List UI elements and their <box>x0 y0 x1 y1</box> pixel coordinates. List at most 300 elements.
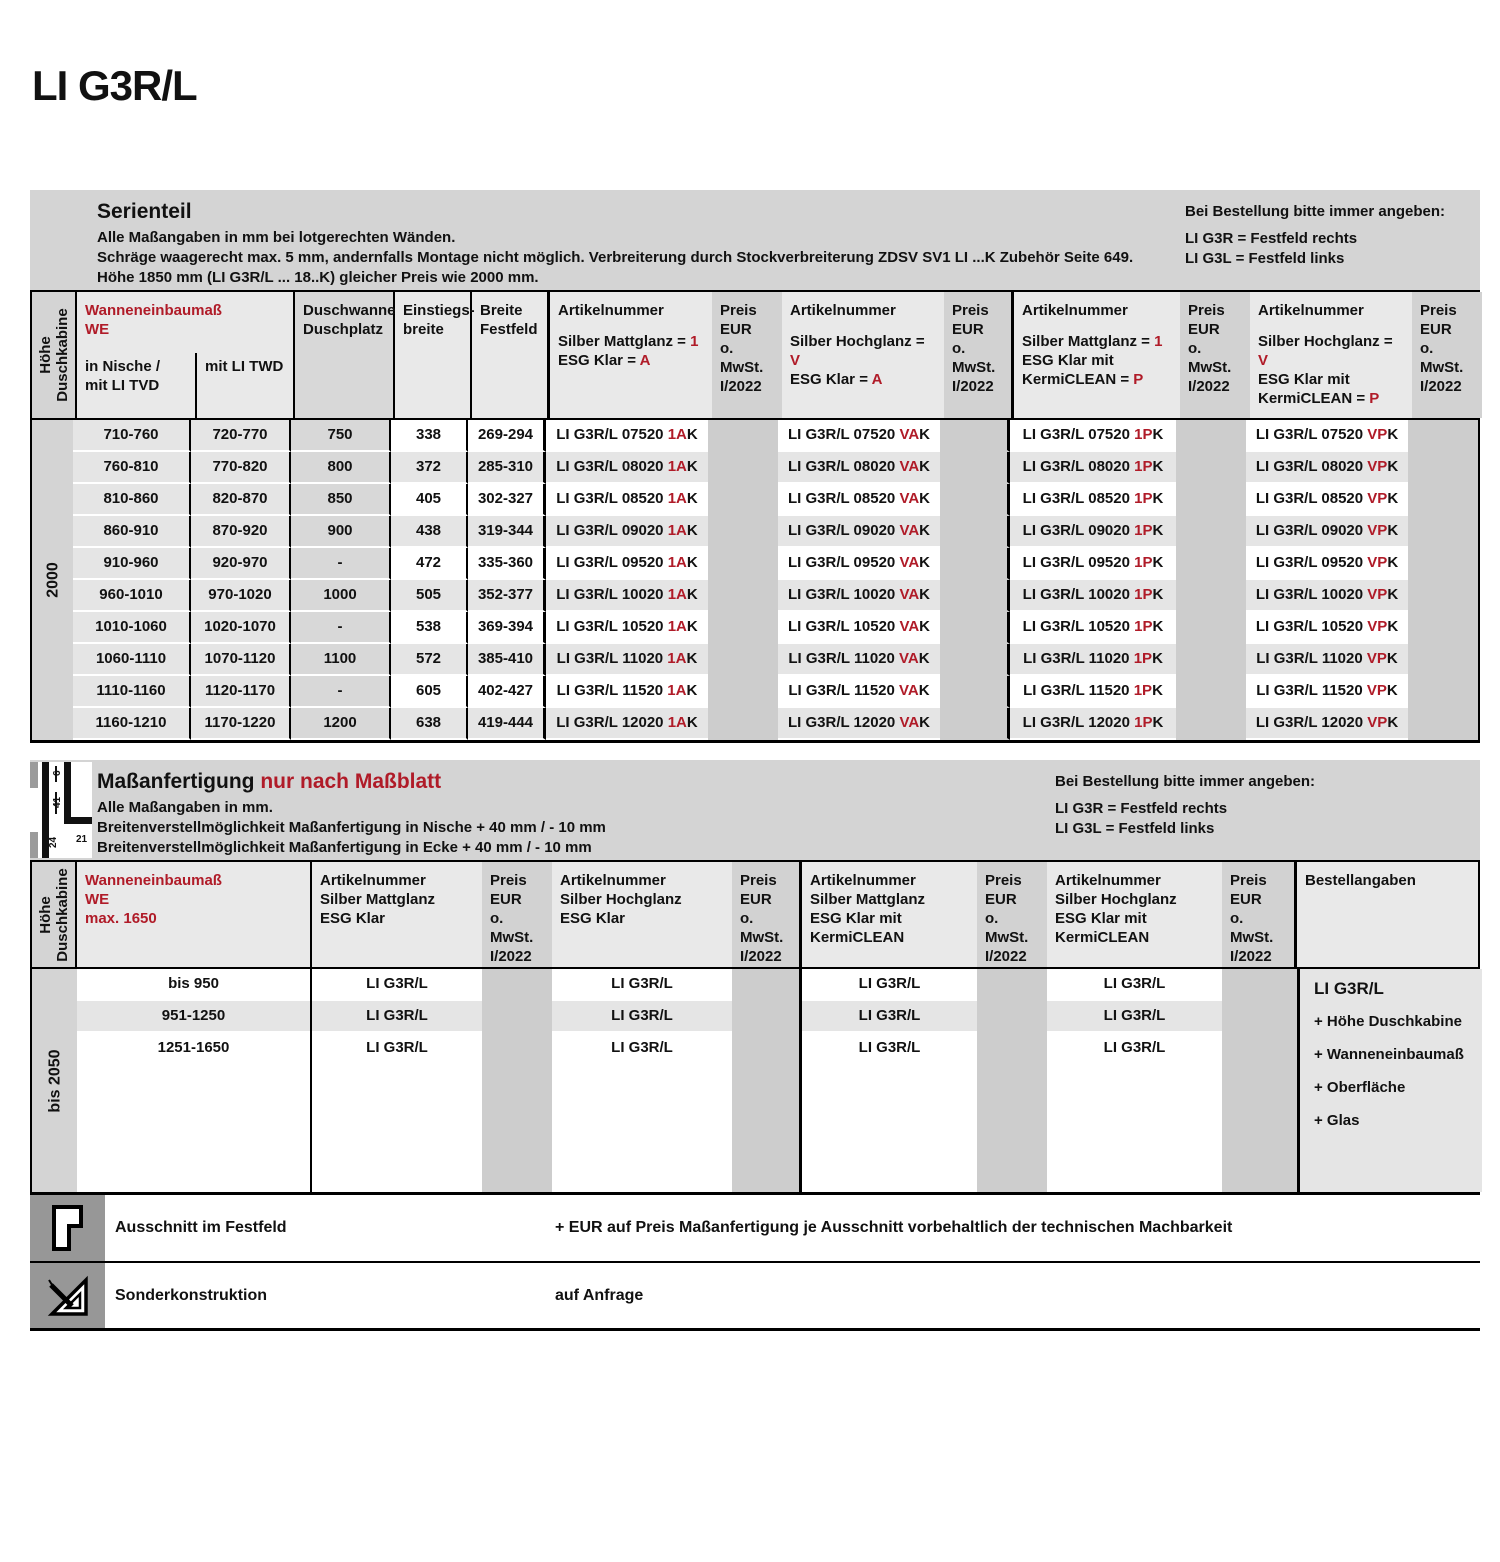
label-line <box>1022 332 1174 351</box>
cell-artikelnummer-1ak <box>546 644 708 676</box>
label-text: KermiCLEAN = <box>1022 371 1134 388</box>
cell-preis <box>1176 484 1246 516</box>
article-suffix: K <box>686 490 698 507</box>
article-suffix: K <box>686 426 698 443</box>
cell-preis <box>1176 516 1246 548</box>
article-base: LI G3R/L 10020 <box>787 586 896 603</box>
label-text: ESG Klar = <box>558 352 640 369</box>
table-row <box>73 612 1478 644</box>
footer-row-sonderkonstruktion <box>30 1263 1480 1331</box>
cell-preis <box>1176 548 1246 580</box>
table-header-row <box>32 292 1478 420</box>
article-suffix: K <box>919 522 931 539</box>
cell-artikelnummer-vak <box>778 516 940 548</box>
article-base: LI G3R/L 09020 <box>1255 522 1364 539</box>
cell-preis <box>708 484 778 516</box>
article-suffix: K <box>686 618 698 635</box>
cell-artikelnummer-1pk <box>1010 580 1176 612</box>
cell-preis <box>1408 676 1478 708</box>
label-line: WE <box>85 891 110 908</box>
article-code: 1A <box>667 490 687 507</box>
cell-artikelnummer-1pk <box>1010 484 1176 516</box>
column-header-hoehe-duschkabine <box>32 292 77 418</box>
cell-preis <box>940 644 1010 676</box>
cell-artikelnummer-vak <box>778 484 940 516</box>
article-code: VP <box>1367 458 1388 475</box>
article-base: LI G3R/L 08520 <box>1255 490 1364 507</box>
article-code: 1A <box>667 586 687 603</box>
cell-artikelnummer-vak <box>778 708 940 740</box>
cell-we-nische: 1060-1110 <box>73 644 191 676</box>
article-suffix: K <box>1387 618 1399 635</box>
article-suffix: K <box>1152 522 1164 539</box>
label-line: Wanneneinbaumaß <box>85 872 222 889</box>
cell-einstiegsbreite: 438 <box>391 516 468 548</box>
label-line: Preis EUR <box>490 872 527 908</box>
code-red: V <box>1258 352 1269 369</box>
article-code: 1P <box>1134 458 1153 475</box>
cell-artikelnummer: LI G3R/L <box>1047 1001 1222 1033</box>
order-note <box>1055 773 1315 839</box>
table-rows <box>73 420 1478 740</box>
cell-artikelnummer-vpk <box>1246 420 1408 452</box>
article-suffix: K <box>1387 522 1399 539</box>
cell-preis <box>940 580 1010 612</box>
article-suffix: K <box>686 554 698 571</box>
cell-preis <box>1176 644 1246 676</box>
article-code: 1A <box>667 682 687 699</box>
label-text: Silber Mattglanz = <box>558 333 691 350</box>
cell-preis <box>1176 452 1246 484</box>
vertical-label <box>37 868 71 961</box>
label-text: ESG Klar = <box>790 371 872 388</box>
cell-we-nische: 760-810 <box>73 452 191 484</box>
article-code: 1P <box>1134 522 1153 539</box>
label-line: Artikelnummer <box>320 872 426 889</box>
table-header-row <box>32 862 1478 969</box>
label-line: ESG Klar mit KermiCLEAN <box>1055 910 1150 946</box>
label-line: I/2022 <box>720 378 762 395</box>
article-code: VA <box>899 458 920 475</box>
label-line: Silber Hochglanz <box>560 891 682 908</box>
height-value: 2000 <box>44 562 61 598</box>
cell-preis <box>1176 420 1246 452</box>
cell-we-twd: 920-970 <box>191 548 291 580</box>
article-suffix: K <box>1152 586 1164 603</box>
cell-duschwanne: 1000 <box>291 580 391 612</box>
label-line: Preis EUR <box>952 302 989 338</box>
column-header-preis <box>712 292 782 418</box>
cell-artikelnummer-vpk <box>1246 516 1408 548</box>
article-suffix: K <box>1386 682 1398 699</box>
article-suffix: K <box>1387 714 1399 731</box>
cell-preis <box>708 420 778 452</box>
label-line: I/2022 <box>952 378 994 395</box>
article-code: VP <box>1366 682 1387 699</box>
article-suffix: K <box>1387 554 1399 571</box>
label-line: Artikelnummer <box>1055 872 1161 889</box>
table-row <box>73 644 1478 676</box>
table-row <box>73 548 1478 580</box>
height-cell <box>32 969 77 1192</box>
cell-artikelnummer: LI G3R/L <box>552 969 732 1001</box>
cell-preis <box>1408 612 1478 644</box>
article-suffix: K <box>919 586 931 603</box>
article-base: LI G3R/L 07520 <box>787 426 896 443</box>
label-line: Duschplatz <box>303 321 384 338</box>
label-line: Duschkabine <box>53 308 71 402</box>
article-suffix: K <box>919 426 931 443</box>
cell-einstiegsbreite: 572 <box>391 644 468 676</box>
article-base: LI G3R/L 08520 <box>787 490 896 507</box>
order-note-line: LI G3L = Festfeld links <box>1185 250 1345 267</box>
table-row <box>73 676 1478 708</box>
code-red: V <box>790 352 801 369</box>
cell-einstiegsbreite: 405 <box>391 484 468 516</box>
cell-einstiegsbreite: 472 <box>391 548 468 580</box>
column-header-preis <box>1412 292 1482 418</box>
note-line: Breitenverstellmöglichkeit Maßanfertigung in Ecke + 40 mm / - 10 mm <box>97 839 592 856</box>
column-header-artikelnummer-hoch <box>552 862 732 967</box>
cell-artikelnummer: LI G3R/L <box>552 1001 732 1033</box>
cell-artikelnummer: LI G3R/L <box>802 1033 977 1065</box>
cell-we-nische: 960-1010 <box>73 580 191 612</box>
article-suffix: K <box>918 650 930 667</box>
label-line: o. MwSt. <box>740 910 784 946</box>
article-base: LI G3R/L 09020 <box>556 522 664 539</box>
article-code: VA <box>899 682 919 699</box>
article-suffix: K <box>919 458 931 475</box>
column-header-hoehe-duschkabine <box>32 862 77 967</box>
column-artikelnummer-matt-kermiclean <box>802 969 977 1192</box>
label-line: Bestellangaben <box>1305 872 1416 889</box>
article-suffix: K <box>919 490 931 507</box>
label-line: Preis EUR <box>720 302 757 338</box>
page-title: LI G3R/L <box>32 62 197 109</box>
cell-we-nische: 1110-1160 <box>73 676 191 708</box>
cell-breite-festfeld: 369-394 <box>468 612 546 644</box>
bestellangaben-item: + Glas <box>1314 1112 1360 1129</box>
article-suffix: K <box>919 554 931 571</box>
cell-artikelnummer-vak <box>778 644 940 676</box>
label-line: Duschwanne <box>303 302 396 319</box>
column-header-wanneneinbaumass <box>77 862 312 967</box>
height-cell <box>32 420 73 740</box>
article-base: LI G3R/L 11520 <box>788 682 895 699</box>
code-red: 1 <box>690 333 699 350</box>
cell-artikelnummer-vpk <box>1246 580 1408 612</box>
article-base: LI G3R/L 12020 <box>556 714 664 731</box>
column-header-breite-festfeld <box>472 292 550 418</box>
cell-artikelnummer-1ak <box>546 580 708 612</box>
massanfertigung-table <box>30 860 1480 1195</box>
cell-we-twd: 970-1020 <box>191 580 291 612</box>
cell-artikelnummer-1pk <box>1010 420 1176 452</box>
cell-preis <box>940 708 1010 740</box>
label-text: ESG Klar mit <box>1258 371 1350 388</box>
cell-duschwanne: - <box>291 612 391 644</box>
cell-preis <box>708 516 778 548</box>
note-line: Schräge waagerecht max. 5 mm, andernfalls Montage nicht möglich. Verbreiterung durch Stockverbreiterung ZDSV SV1 LI ...K Zubehör Seite 649. <box>97 249 1134 266</box>
label-line: Artikelnummer <box>790 302 896 319</box>
article-suffix: K <box>1152 426 1164 443</box>
article-code: 1P <box>1133 650 1153 667</box>
article-code: 1A <box>667 618 687 635</box>
cell-breite-festfeld: 319-344 <box>468 516 546 548</box>
column-header-preis <box>977 862 1047 967</box>
article-code: VP <box>1366 650 1387 667</box>
article-base: LI G3R/L 11020 <box>1256 650 1363 667</box>
column-preis <box>732 969 802 1192</box>
article-base: LI G3R/L 11020 <box>556 650 664 667</box>
article-base: LI G3R/L 08020 <box>787 458 896 475</box>
cell-preis <box>1176 708 1246 740</box>
article-base: LI G3R/L 08020 <box>1022 458 1130 475</box>
label-line <box>558 332 706 351</box>
article-code: VP <box>1367 490 1388 507</box>
label-line <box>1258 332 1406 370</box>
article-base: LI G3R/L 10520 <box>1022 618 1130 635</box>
cell-artikelnummer-1pk <box>1010 452 1176 484</box>
article-suffix: K <box>1152 682 1163 699</box>
cell-we-twd: 720-770 <box>191 420 291 452</box>
cell-preis <box>940 612 1010 644</box>
article-suffix: K <box>1152 618 1164 635</box>
cell-preis <box>708 612 778 644</box>
code-red: P <box>1133 371 1144 388</box>
column-header-einstiegsbreite <box>395 292 475 418</box>
article-code: 1P <box>1134 714 1153 731</box>
cell-preis <box>940 452 1010 484</box>
bestellangaben-item: + Wanneneinbaumaß <box>1314 1046 1464 1063</box>
cell-einstiegsbreite: 638 <box>391 708 468 740</box>
article-base: LI G3R/L 11020 <box>1023 650 1130 667</box>
article-suffix: K <box>686 682 698 699</box>
cell-artikelnummer-1ak <box>546 676 708 708</box>
article-code: 1P <box>1133 682 1153 699</box>
cell-artikelnummer: LI G3R/L <box>802 1001 977 1033</box>
label-line: Artikelnummer <box>810 872 916 889</box>
label-line: o. MwSt. <box>1230 910 1274 946</box>
code-red: A <box>639 352 651 369</box>
label-line <box>1258 370 1406 389</box>
order-note-line: LI G3R = Festfeld rechts <box>1055 800 1228 817</box>
article-code: VP <box>1367 714 1388 731</box>
article-base: LI G3R/L 09020 <box>787 522 896 539</box>
article-code: VA <box>899 650 919 667</box>
cell-artikelnummer: LI G3R/L <box>1047 1033 1222 1065</box>
cell-duschwanne: 1100 <box>291 644 391 676</box>
column-artikelnummer-matt <box>312 969 482 1192</box>
cell-einstiegsbreite: 338 <box>391 420 468 452</box>
cell-einstiegsbreite: 538 <box>391 612 468 644</box>
column-preis <box>1222 969 1297 1192</box>
article-suffix: K <box>1387 458 1399 475</box>
article-code: VA <box>899 714 920 731</box>
cell-artikelnummer: LI G3R/L <box>312 969 482 1001</box>
cell-breite-festfeld: 419-444 <box>468 708 546 740</box>
cell-artikelnummer: LI G3R/L <box>1047 969 1222 1001</box>
cell-preis <box>1408 484 1478 516</box>
column-we <box>77 969 312 1192</box>
we-subheaders <box>77 353 293 418</box>
article-base: LI G3R/L 12020 <box>787 714 896 731</box>
label-line: ESG Klar <box>560 910 626 927</box>
label-line: Artikelnummer <box>558 302 664 319</box>
cell-artikelnummer-vak <box>778 548 940 580</box>
label-line: Silber Mattglanz <box>320 891 436 908</box>
label-text: Silber Hochglanz = <box>1258 333 1393 350</box>
table-row <box>73 484 1478 516</box>
cell-preis <box>708 452 778 484</box>
article-code: VA <box>899 586 920 603</box>
cell-artikelnummer-1ak <box>546 548 708 580</box>
vertical-label <box>37 308 71 401</box>
cell-we-twd: 1120-1170 <box>191 676 291 708</box>
article-suffix: K <box>1152 490 1164 507</box>
cell-artikelnummer-1pk <box>1010 516 1176 548</box>
label-line <box>558 351 706 370</box>
article-base: LI G3R/L 08020 <box>1255 458 1364 475</box>
article-code: 1A <box>667 426 687 443</box>
column-header-preis <box>732 862 802 967</box>
cell-preis <box>1408 580 1478 612</box>
cell-we-nische: 860-910 <box>73 516 191 548</box>
column-header-duschwanne <box>295 292 395 418</box>
cell-artikelnummer-1pk <box>1010 612 1176 644</box>
cutout-icon-drawing <box>45 1203 91 1253</box>
label-line: Silber Mattglanz <box>810 891 926 908</box>
label-line: I/2022 <box>985 948 1027 965</box>
column-preis <box>977 969 1047 1192</box>
article-code: 1P <box>1134 554 1153 571</box>
label-line: Silber Hochglanz <box>1055 891 1177 908</box>
cell-breite-festfeld: 335-360 <box>468 548 546 580</box>
column-header-artikelnummer-1a <box>550 292 712 418</box>
article-code: VA <box>899 426 920 443</box>
column-header-wanneneinbaumass <box>77 292 295 418</box>
column-header-bestellangaben <box>1297 862 1482 967</box>
cell-breite-festfeld: 385-410 <box>468 644 546 676</box>
article-code: 1P <box>1134 426 1153 443</box>
article-base: LI G3R/L 09520 <box>1022 554 1130 571</box>
bestellangaben-cell <box>1297 969 1482 1192</box>
article-base: LI G3R/L 10520 <box>1255 618 1364 635</box>
cell-preis <box>1176 612 1246 644</box>
cell-we-twd: 870-920 <box>191 516 291 548</box>
cell-artikelnummer-vak <box>778 612 940 644</box>
article-base: LI G3R/L 11020 <box>788 650 895 667</box>
article-base: LI G3R/L 10520 <box>787 618 896 635</box>
height-value: bis 2050 <box>46 1048 63 1113</box>
cell-artikelnummer-vpk <box>1246 484 1408 516</box>
cell-artikelnummer: LI G3R/L <box>552 1033 732 1065</box>
cell-preis <box>1176 676 1246 708</box>
article-base: LI G3R/L 10020 <box>1022 586 1130 603</box>
table-body <box>32 969 1478 1192</box>
cell-artikelnummer: LI G3R/L <box>312 1033 482 1065</box>
code-red: A <box>871 371 883 388</box>
diagram-dim: 41 <box>52 796 63 808</box>
serienteil-section-header <box>30 190 1480 290</box>
label-line <box>790 370 938 389</box>
title-black: Maßanfertigung <box>97 770 261 793</box>
article-base: LI G3R/L 09520 <box>1255 554 1364 571</box>
footer-label: Ausschnitt im Festfeld <box>115 1219 287 1236</box>
label-line: Preis EUR <box>1420 302 1457 338</box>
article-base: LI G3R/L 07520 <box>1255 426 1364 443</box>
bestellangaben-item: + Höhe Duschkabine <box>1314 1013 1462 1030</box>
column-header-artikelnummer-1p <box>1014 292 1180 418</box>
note-line: Höhe 1850 mm (LI G3R/L ... 18..K) gleicher Preis wie 2000 mm. <box>97 269 539 286</box>
cell-we: 951-1250 <box>77 1001 310 1033</box>
cell-artikelnummer-1ak <box>546 484 708 516</box>
cell-preis <box>708 708 778 740</box>
label-line: WE <box>85 321 110 338</box>
article-code: VP <box>1367 554 1388 571</box>
cell-breite-festfeld: 302-327 <box>468 484 546 516</box>
article-code: 1A <box>667 650 687 667</box>
article-code: 1A <box>667 458 687 475</box>
cell-artikelnummer-vpk <box>1246 548 1408 580</box>
label-line <box>790 332 938 370</box>
label-line: in Nische / <box>85 358 161 375</box>
spacer <box>30 743 1480 760</box>
article-code: 1A <box>667 554 687 571</box>
column-artikelnummer-hoch-kermiclean <box>1047 969 1222 1192</box>
cell-we-nische: 1160-1210 <box>73 708 191 740</box>
cell-duschwanne: 800 <box>291 452 391 484</box>
cell-artikelnummer-vak <box>778 676 940 708</box>
cell-artikelnummer-1ak <box>546 420 708 452</box>
article-base: LI G3R/L 09520 <box>556 554 664 571</box>
cell-we-twd: 1020-1070 <box>191 612 291 644</box>
set-square-pencil-icon <box>30 1263 105 1328</box>
label-line: o. MwSt. <box>985 910 1029 946</box>
cell-artikelnummer: LI G3R/L <box>802 969 977 1001</box>
article-base: LI G3R/L 11520 <box>1023 682 1130 699</box>
label-line: I/2022 <box>490 948 532 965</box>
table-row <box>73 452 1478 484</box>
cell-artikelnummer-1ak <box>546 612 708 644</box>
article-base: LI G3R/L 11520 <box>1256 682 1363 699</box>
label-text: Silber Mattglanz = <box>1022 333 1155 350</box>
footer-label: Sonderkonstruktion <box>115 1286 268 1304</box>
label-line: o. MwSt. <box>1420 340 1464 376</box>
cell-breite-festfeld: 285-310 <box>468 452 546 484</box>
table-body <box>32 420 1478 740</box>
cell-we-nische: 710-760 <box>73 420 191 452</box>
cell-preis <box>940 676 1010 708</box>
label-line: o. MwSt. <box>952 340 996 376</box>
cell-artikelnummer-vak <box>778 420 940 452</box>
cell-einstiegsbreite: 605 <box>391 676 468 708</box>
article-base: LI G3R/L 11520 <box>556 682 664 699</box>
cell-preis <box>940 420 1010 452</box>
article-code: 1A <box>667 714 687 731</box>
subheader-mit-li-twd <box>195 353 295 418</box>
article-code: VA <box>899 618 920 635</box>
cell-artikelnummer-vak <box>778 580 940 612</box>
note-line: Alle Maßangaben in mm. <box>97 799 273 816</box>
bestellangaben-item: + Oberfläche <box>1314 1079 1406 1096</box>
article-suffix: K <box>686 522 698 539</box>
article-suffix: K <box>1387 586 1399 603</box>
table-row <box>73 516 1478 548</box>
label-text: KermiCLEAN = <box>1258 390 1370 407</box>
label-line: Preis EUR <box>1230 872 1267 908</box>
label-line: Höhe <box>36 336 54 374</box>
